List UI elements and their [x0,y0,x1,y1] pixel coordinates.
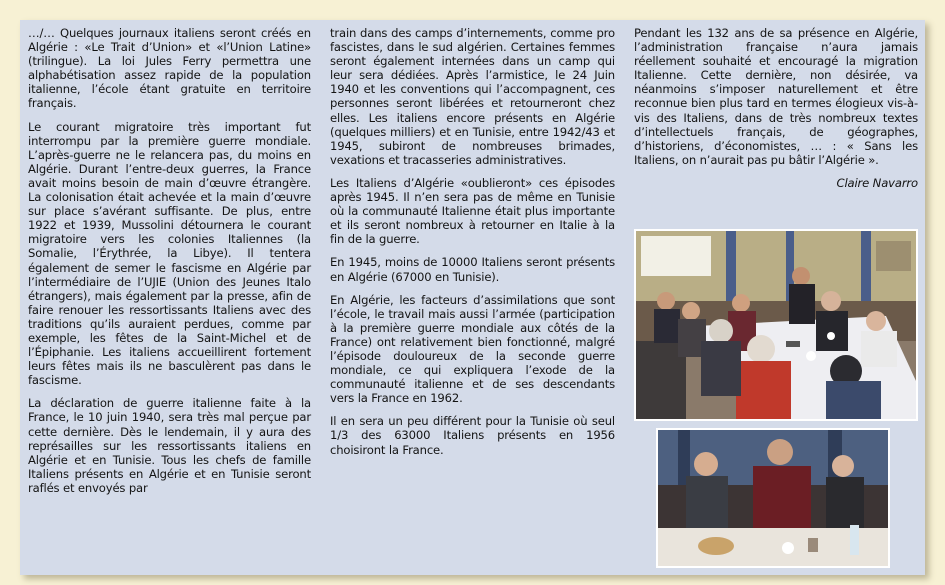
group-photo-image [658,430,888,566]
paragraph: En Algérie, les facteurs d’assimilations que sont l’école, le travail mais aussi l’armée (participation à la première guerre mondiale aux côtés de la France) ont relativement bien fonctionné, malgré l’épisode douloureux de la seconde guerre mondiale, ce qui expliquera l’exode de la communauté italienne et de ses descendants vers la France en 1962. [330,292,615,406]
article-column-1 [28,26,311,504]
group-photo [656,428,890,568]
paragraph: Le courant migratoire très important fut interrompu par la première guerre mondiale. L’après-guerre ne le relancera pas, du moins en Algérie. Durant l’entre-deux guerres, la France avait moins besoin de main d’œuvre étrangère. La colonisation était achevée et la main d’œuvre sur place s’avérant suffisante. De plus, entre 1922 et 1939, Mussolini détournera le courant migratoire vers les colonies Italiennes (la Somalie, l’Érythrée, la Libye). Il tentera également de semer le fascisme en Algérie par l’intermédiaire de l’UJIE (Union des Jeunes Italo étrangers), mais également par la presse, afin de faire renouer les ressortissants Italiens avec des traditions qu’ils auraient perdues, comme par exemple, les fêtes de la Saint-Michel et de l’Épiphanie. Les italiens accueillirent fortement leurs fêtes mais ils ne basculèrent pas dans le fascisme. [28,119,311,388]
paragraph: train dans des camps d’internements, comme pro fascistes, dans le sud algérien. Certaines femmes seront également internées dans un camp qui leur sera dédiées. Après l’armistice, le 24 Juin 1940 et les conventions qui l’accompagnent, ces personnes seront libérées et retourneront chez elles. Les italiens encore présents en Algérie (quelques milliers) et en Tunisie, entre 1942/43 et 1945, subiront de nombreuses brimades, vexations et tracasseries administratives. [330,26,615,167]
banquet-photo [634,229,918,421]
article-column-2 [330,26,615,466]
paragraph: Il en sera un peu différent pour la Tunisie où seul 1/3 des 63000 Italiens présents en 1956 choisiront la France. [330,414,615,457]
banquet-photo-image [636,231,916,419]
paragraph: En 1945, moins de 10000 Italiens seront présents en Algérie (67000 en Tunisie). [330,255,615,284]
article-column-3 [634,26,918,190]
paragraph: …/… Quelques journaux italiens seront créés en Algérie : «Le Trait d’Union» et «l’Union Latine» (trilingue). La loi Jules Ferry permettra une alphabétisation assez rapide de la population italienne, l’école étant gratuite en territoire français. [28,26,311,111]
author-signature: Claire Navarro [836,175,918,190]
paragraph: Pendant les 132 ans de sa présence en Algérie, l’administration française n’aura jamais réellement souhaité et encouragé la migration Italienne. Cette dernière, non désirée, va néanmoins s’imposer naturellement et être reconnue bien plus tard en termes élogieux vis-à-vis des Italiens, dans de très nombreux textes d’intellectuels français, de géographes, d’historiens, d’économistes, … : « Sans les Italiens, on n’aurait pas pu bâtir l’Algérie ». [634,26,918,167]
paragraph: La déclaration de guerre italienne faite à la France, le 10 juin 1940, sera très mal perçue par cette dernière. Dès le lendemain, il y aura des représailles sur les ressortissants italiens en Algérie et en Tunisie. Tous les chefs de famille Italiens présents en Algérie et en Tunisie seront raflés et envoyés par [28,396,311,495]
paragraph: Les Italiens d’Algérie «oublieront» ces épisodes après 1945. Il n’en sera pas de même en Tunisie où la communauté Italienne était plus importante et ils seront nombreux à retourner en Italie à la fin de la guerre. [330,175,615,247]
